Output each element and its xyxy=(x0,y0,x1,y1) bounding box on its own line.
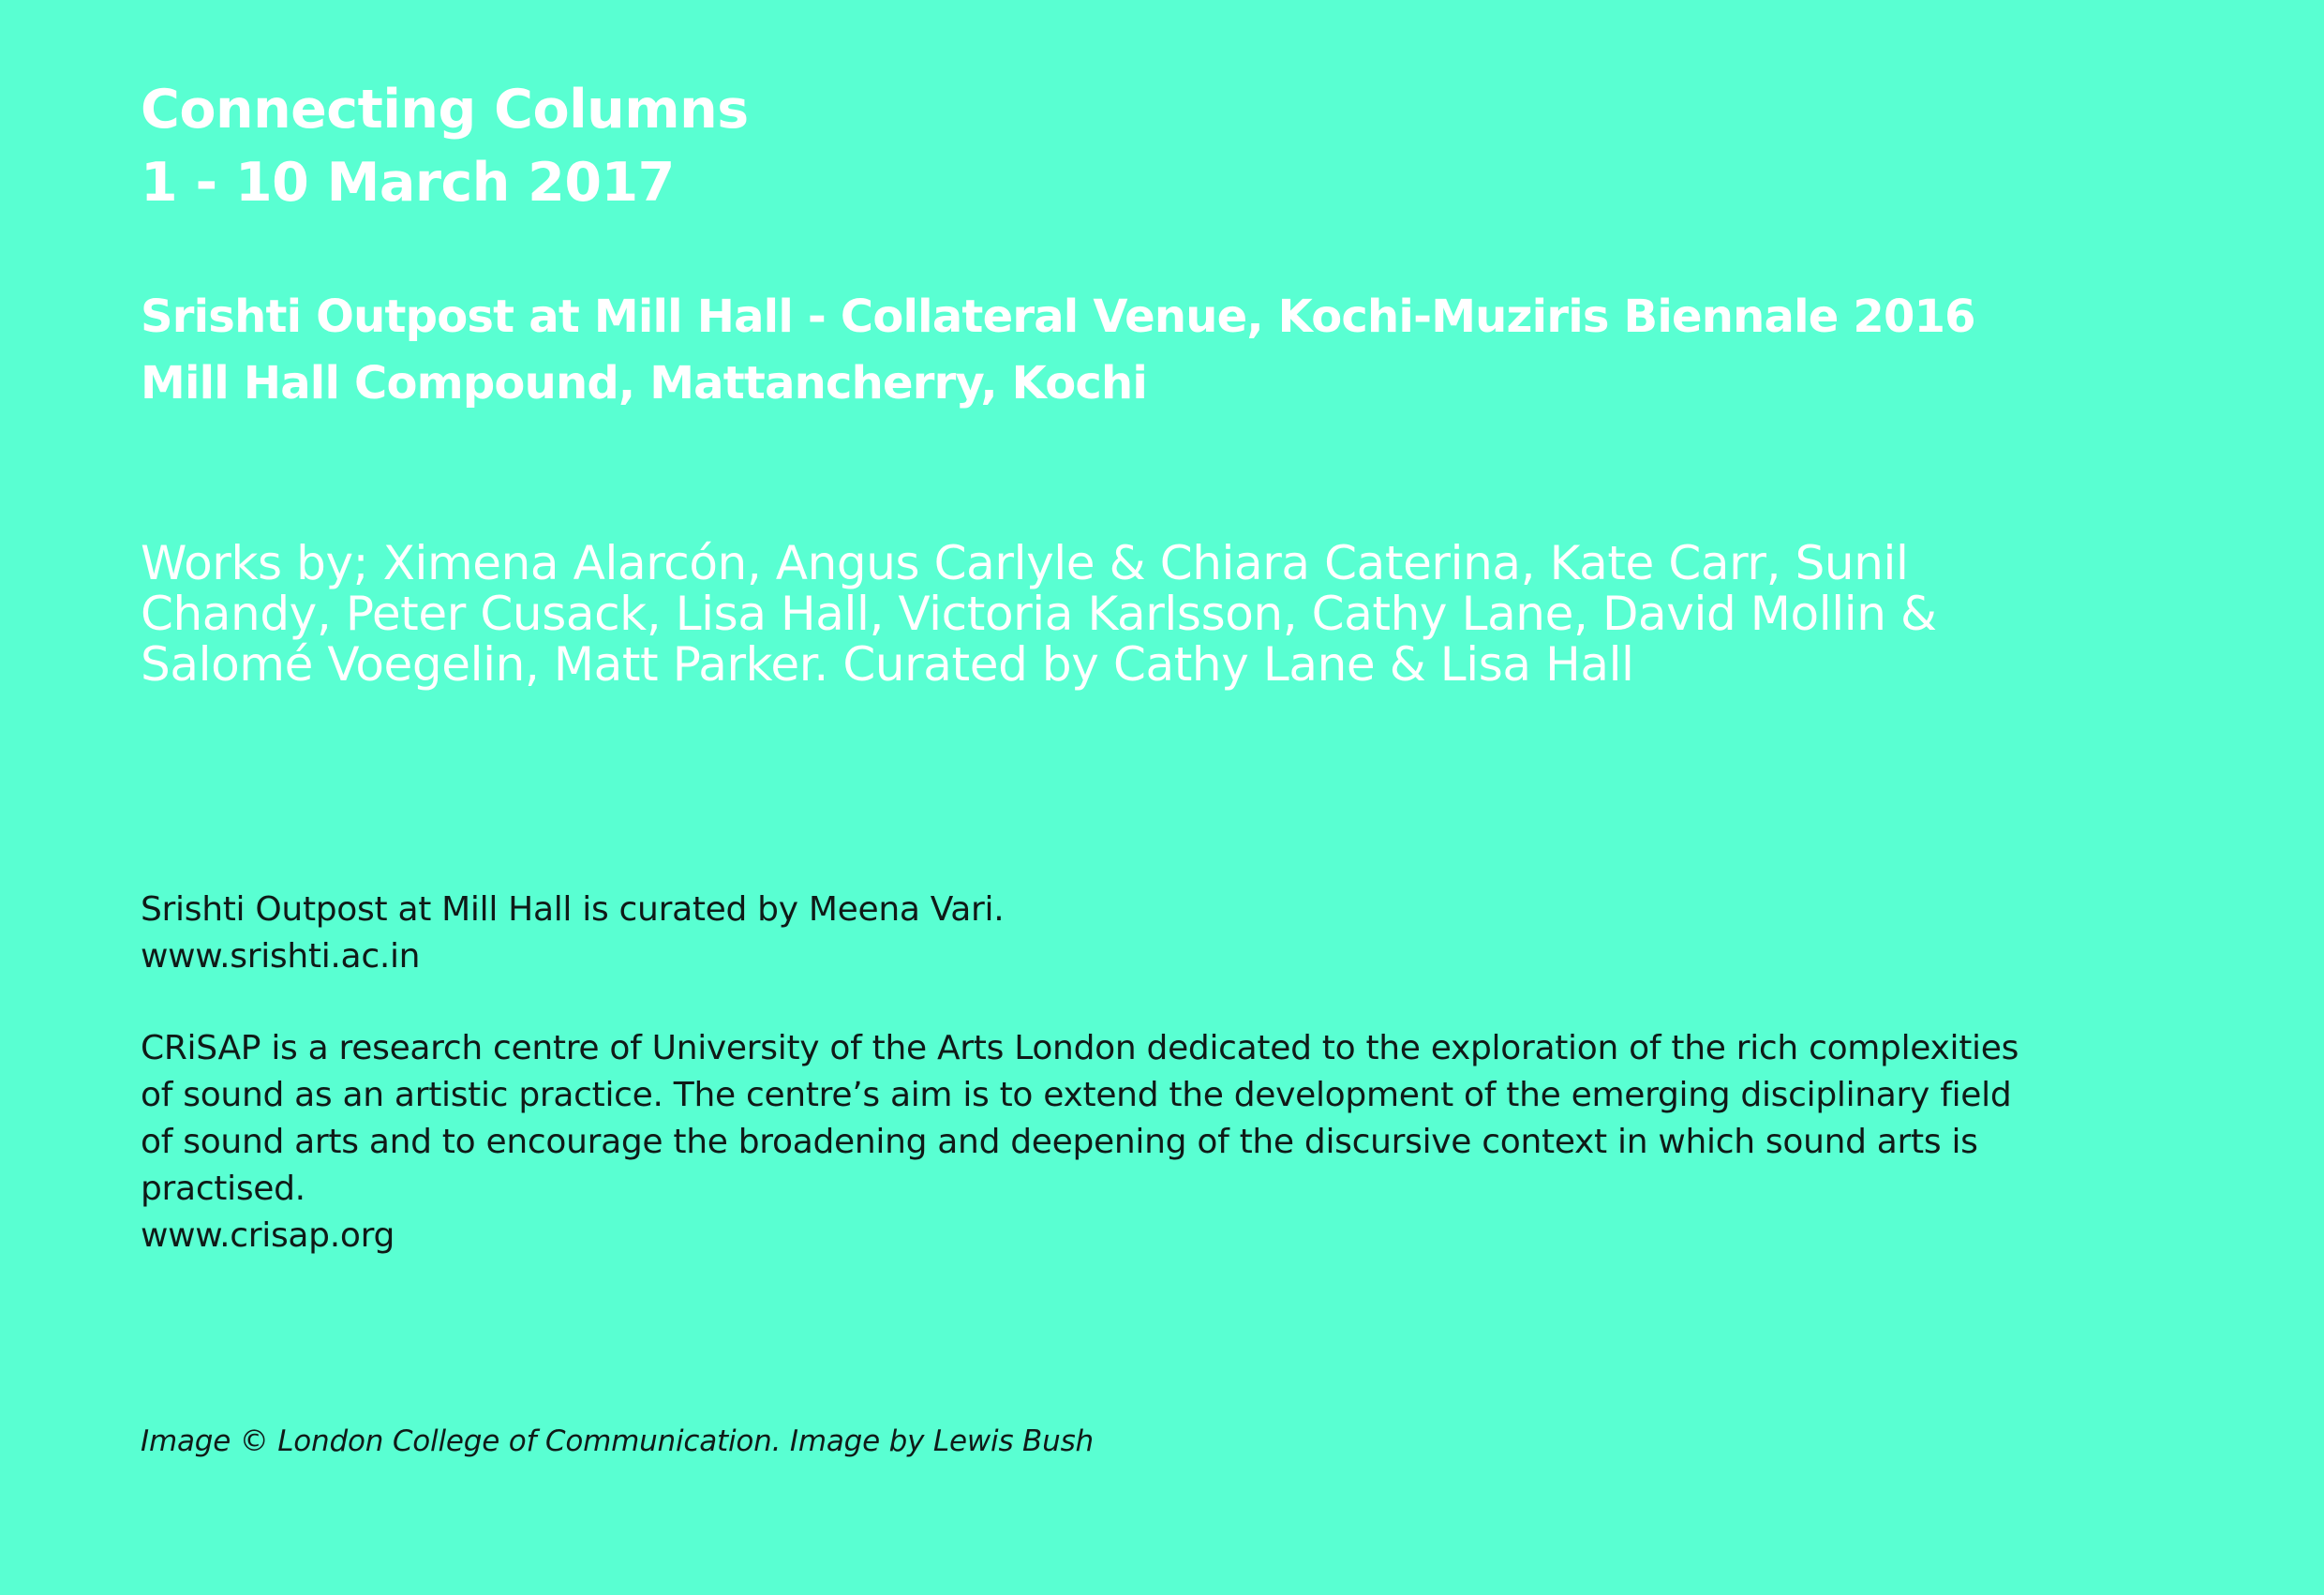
exhibition-title: Connecting Columns xyxy=(141,79,749,141)
crisap-description-line: CRiSAP is a research centre of University of the Arts London dedicated to the exploration of the rich complexities xyxy=(141,1029,2019,1067)
works-by-paragraph xyxy=(141,538,1937,690)
works-line: Works by; Ximena Alarcón, Angus Carlyle & Chiara Caterina, Kate Carr, Sunil xyxy=(141,536,1909,590)
works-line: Salomé Voegelin, Matt Parker. Curated by Cathy Lane & Lisa Hall xyxy=(141,637,1634,692)
srishti-statement: Srishti Outpost at Mill Hall is curated by Meena Vari. xyxy=(141,890,1005,929)
crisap-description-line: of sound arts and to encourage the broadening and deepening of the discursive context in which sound arts is xyxy=(141,1123,1978,1161)
image-credit-text: Image © London College of Communication. Image by Lewis Bush xyxy=(141,1424,1094,1458)
crisap-info xyxy=(141,1025,2019,1260)
venue-info xyxy=(141,284,1975,417)
srishti-link[interactable]: www.srishti.ac.in xyxy=(141,937,421,976)
exhibition-header xyxy=(141,73,749,219)
venue-name: Srishti Outpost at Mill Hall - Collateral Venue, Kochi-Muziris Biennale 2016 xyxy=(141,291,1975,343)
venue-address: Mill Hall Compound, Mattancherry, Kochi xyxy=(141,357,1148,410)
crisap-description-line: practised. xyxy=(141,1170,305,1208)
crisap-link[interactable]: www.crisap.org xyxy=(141,1216,395,1255)
works-line: Chandy, Peter Cusack, Lisa Hall, Victoria Karlsson, Cathy Lane, David Mollin & xyxy=(141,587,1937,641)
crisap-description-line: of sound as an artistic practice. The centre’s aim is to extend the development of the emerging disciplinary field xyxy=(141,1076,2012,1114)
image-credit xyxy=(141,1423,1094,1460)
exhibition-dates: 1 - 10 March 2017 xyxy=(141,152,675,214)
srishti-info xyxy=(141,887,1004,980)
